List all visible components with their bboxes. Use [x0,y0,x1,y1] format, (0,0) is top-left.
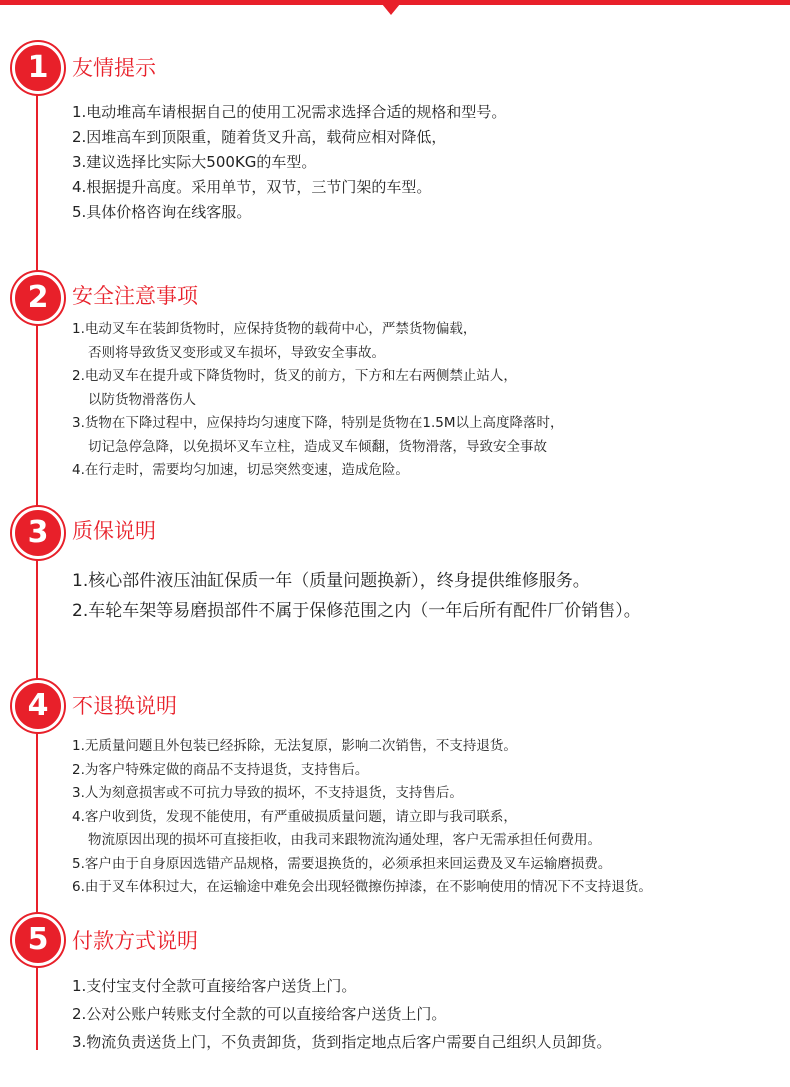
list-item: 2.因堆高车到顶限重，随着货叉升高，载荷应相对降低， [72,128,447,146]
list-item: 1.无质量问题且外包装已经拆除，无法复原，影响二次销售，不支持退货。 [72,738,517,754]
list-item: 3.货物在下降过程中，应保持均匀速度下降，特别是货物在1.5M以上高度降落时， [72,415,564,431]
list-item: 4.根据提升高度。采用单节，双节，三节门架的车型。 [72,178,432,196]
list-item: 3.建议选择比实际大500KG的车型。 [72,153,317,171]
section-number-badge: 5 [12,914,64,966]
section-list [72,735,652,900]
list-item: 6.由于叉车体积过大，在运输途中难免会出现轻微擦伤掉漆，在不影响使用的情况下不支持退货。 [72,879,652,895]
list-item: 1.核心部件液压油缸保质一年（质量问题换新），终身提供维修服务。 [72,571,590,591]
list-item: 物流原因出现的损坏可直接拒收，由我司来跟物流沟通处理，客户无需承担任何费用。 [88,832,601,848]
section-list [72,100,506,225]
section-title: 不退换说明 [72,694,177,718]
section-number-badge: 4 [12,680,64,732]
timeline-line [36,80,38,1050]
section-number-badge: 3 [12,507,64,559]
list-item: 5.具体价格咨询在线客服。 [72,203,252,221]
section-list [72,972,611,1056]
list-item: 3.物流负责送货上门，不负责卸货，货到指定地点后客户需要自己组织人员卸货。 [72,1033,612,1051]
list-item: 4.客户收到货，发现不能使用，有严重破损质量问题，请立即与我司联系， [72,808,517,825]
section-title: 安全注意事项 [72,284,198,308]
section-title: 友情提示 [72,56,156,80]
section-list [72,566,641,626]
list-item: 3.人为刻意损害或不可抗力导致的损坏，不支持退货，支持售后。 [72,785,463,801]
list-item: 否则将导致货叉变形或叉车损坏，导致安全事故。 [88,344,385,361]
list-item: 2.车轮车架等易磨损部件不属于保修范围之内（一年后所有配件厂价销售）。 [72,601,641,621]
section-title: 付款方式说明 [72,929,198,953]
list-item: 5.客户由于自身原因选错产品规格，需要退换货的，必须承担来回运费及叉车运输磨损费。 [72,855,612,872]
section-title: 质保说明 [72,519,156,543]
list-item: 切记急停急降，以免损坏叉车立柱，造成叉车倾翻，货物滑落，导致安全事故 [88,438,547,455]
list-item: 4.在行走时，需要均匀加速，切忌突然变速，造成危险。 [72,462,409,478]
list-item: 1.支付宝支付全款可直接给客户送货上门。 [72,977,357,995]
list-item: 2.为客户特殊定做的商品不支持退货，支持售后。 [72,761,369,778]
section-number-badge: 1 [12,42,64,94]
list-item: 1.电动叉车在装卸货物时，应保持货物的载荷中心，严禁货物偏载， [72,321,477,337]
list-item: 1.电动堆高车请根据自己的使用工况需求选择合适的规格和型号。 [72,103,507,121]
list-item: 以防货物滑落伤人 [88,391,196,408]
list-item: 2.电动叉车在提升或下降货物时，货叉的前方，下方和左右两侧禁止站人， [72,368,517,384]
section-number-badge: 2 [12,272,64,324]
list-item: 2.公对公账户转账支付全款的可以直接给客户送货上门。 [72,1005,447,1023]
section-list [72,318,564,483]
top-arrow-notch [382,4,400,15]
